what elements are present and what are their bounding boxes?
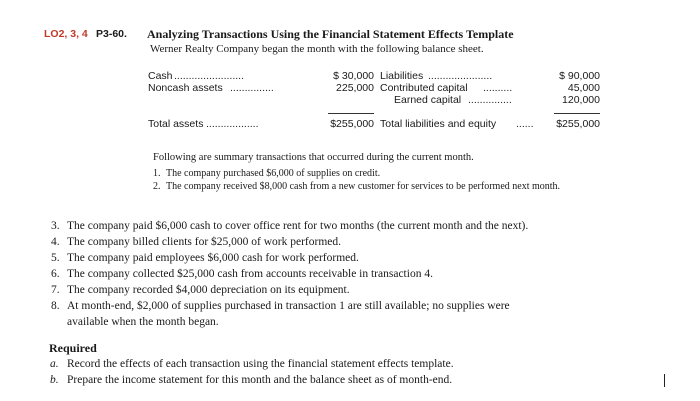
problem-intro: Werner Realty Company began the month with the following balance sheet. <box>150 43 484 55</box>
balance-sheet <box>148 70 610 132</box>
item-number: 5. <box>51 252 60 264</box>
item-text: The company collected $25,000 cash from accounts receivable in transaction 4. <box>67 268 433 280</box>
learning-objective-label: LO2, 3, 4 <box>44 28 88 40</box>
bs-liabilities-label: Liabilities <box>380 70 424 82</box>
required-letter: b. <box>50 374 59 386</box>
item-number: 4. <box>51 236 60 248</box>
bs-cash-leader: ........................ <box>174 70 245 82</box>
required-heading: Required <box>49 341 97 355</box>
bs-liabilities-leader: ...................... <box>428 70 493 82</box>
required-letter: a. <box>50 358 59 370</box>
item-number: 8. <box>51 300 60 312</box>
bs-noncash-value: 225,000 <box>336 82 374 94</box>
bs-right-total-rule <box>554 113 600 114</box>
bs-total-le-label: Total liabilities and equity <box>380 118 497 130</box>
list-item <box>153 181 560 192</box>
bs-total-le-value: $255,000 <box>556 118 600 130</box>
problem-number: P3-60. <box>96 28 127 40</box>
bs-earned-value: 120,000 <box>562 94 600 106</box>
bs-left-total-rule <box>328 113 374 114</box>
list-item <box>153 168 380 179</box>
item-text: The company paid $6,000 cash to cover office rent for two months (the current month and the next). <box>67 220 529 232</box>
bs-noncash-leader: ............... <box>230 82 274 94</box>
item-text: The company received $8,000 cash from a new customer for services to be performed next month. <box>166 181 561 192</box>
item-text: The company paid employees $6,000 cash for work performed. <box>67 252 359 264</box>
problem-title: Analyzing Transactions Using the Financial Statement Effects Template <box>147 27 514 41</box>
bs-earned-leader: ............... <box>468 94 512 106</box>
transactions-intro: Following are summary transactions that occurred during the current month. <box>153 152 474 163</box>
item-number: 6. <box>51 268 60 280</box>
bs-contributed-label: Contributed capital <box>380 82 468 94</box>
text-cursor <box>664 374 665 387</box>
bs-contributed-leader: .......... <box>483 82 513 94</box>
item-text: The company recorded $4,000 depreciation on its equipment. <box>67 284 350 296</box>
bs-total-assets-value: $255,000 <box>330 118 374 130</box>
required-text: Prepare the income statement for this month and the balance sheet as of month-end. <box>67 374 453 386</box>
item-number: 7. <box>51 284 60 296</box>
bs-liabilities-value: $ 90,000 <box>559 70 600 82</box>
item-text: The company purchased $6,000 of supplies on credit. <box>166 168 381 179</box>
item-number: 2. <box>153 181 161 192</box>
item-text-continuation: available when the month began. <box>67 316 219 328</box>
bs-cash-label: Cash <box>148 70 173 82</box>
bs-total-le-leader: ...... <box>516 118 534 130</box>
bs-contributed-value: 45,000 <box>567 82 600 94</box>
bs-cash-value: $ 30,000 <box>333 70 374 82</box>
item-text: At month-end, $2,000 of supplies purchased in transaction 1 are still available; no supplies were <box>67 300 510 312</box>
bs-total-assets-leader: .................. <box>206 118 259 130</box>
item-number: 3. <box>51 220 60 232</box>
bs-noncash-label: Noncash assets <box>148 82 223 94</box>
required-text: Record the effects of each transaction using the financial statement effects template. <box>67 358 454 370</box>
item-text: The company billed clients for $25,000 of work performed. <box>67 236 342 248</box>
bs-total-assets-label: Total assets <box>148 118 204 130</box>
item-number: 1. <box>153 168 161 179</box>
bs-earned-label: Earned capital <box>394 94 462 106</box>
